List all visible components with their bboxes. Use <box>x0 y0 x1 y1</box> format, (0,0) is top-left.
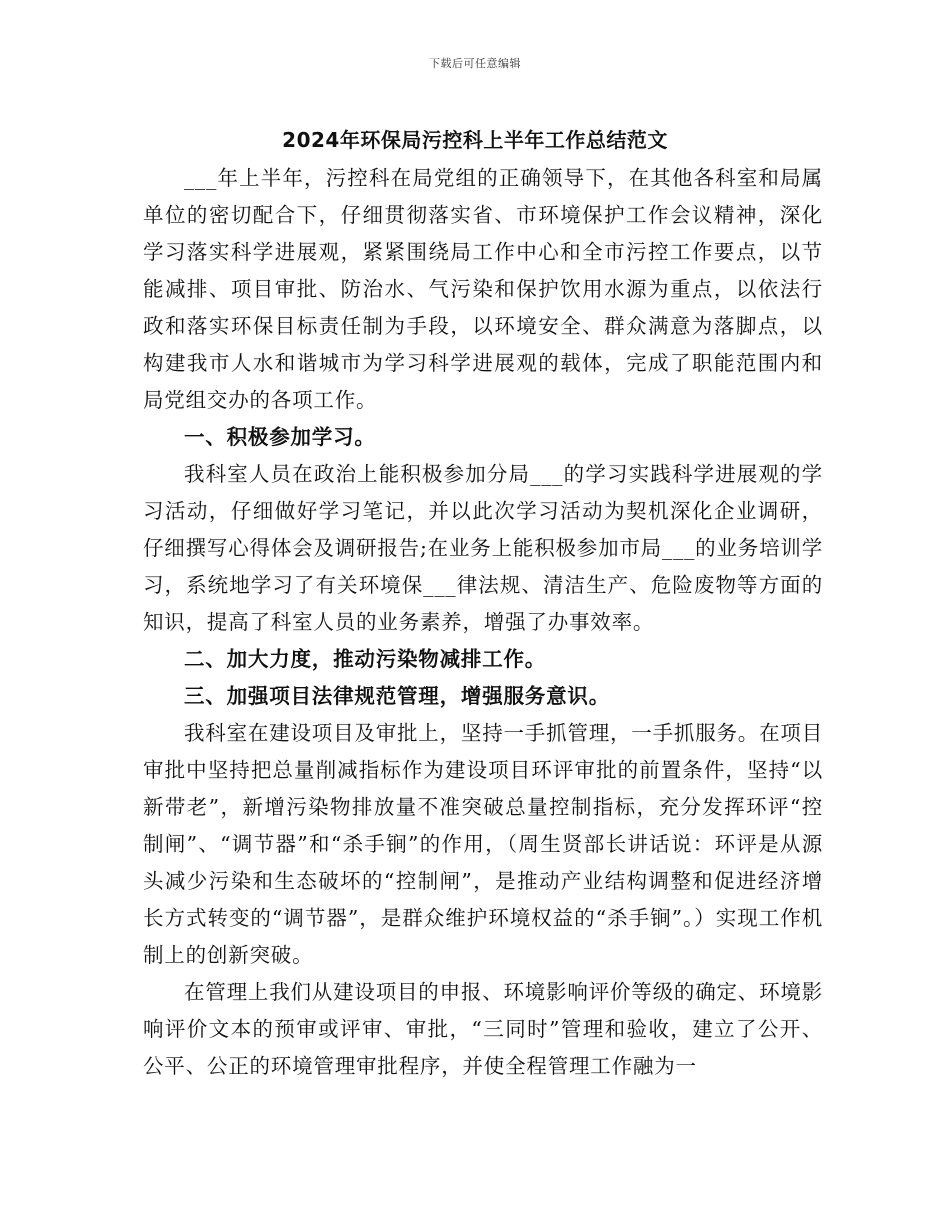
body-paragraph-intro: ___年上半年，污控科在局党组的正确领导下，在其他各科室和局属单位的密切配合下，仔细贯彻落实省、市环境保护工作会议精神，深化学习落实科学进展观，紧紧围绕局工作中心和全市污控工作要点，以节能减排、项目审批、防治水、气污染和保护饮用水源为重点，以依法行政和落实环保目标责任制为手段，以环境安全、群众满意为落脚点，以构建我市人水和谐城市为学习科学进展观的载体，完成了职能范围内和局党组交办的各项工作。 <box>143 166 823 412</box>
section-heading-3: 三、加强项目法律规范管理，增强服务意识。 <box>184 684 610 708</box>
document-title: 2024年环保局污控科上半年工作总结范文 <box>282 128 668 152</box>
body-paragraph-management: 在管理上我们从建设项目的申报、环境影响评价等级的确定、环境影响评价文本的预审或评审、审批，“三同时”管理和验收，建立了公开、公平、公正的环境管理审批程序，并使全程管理工作融为一 <box>143 980 823 1078</box>
body-paragraph-study: 我科室人员在政治上能积极参加分局___的学习实践科学进展观的学习活动，仔细做好学习笔记，并以此次学习活动为契机深化企业调研，仔细撰写心得体会及调研报告;在业务上能积极参加市局___的业务培训学习，系统地学习了有关环境保___律法规、清洁生产、危险废物等方面的知识，提高了科室人员的业务素养，增强了办事效率。 <box>143 462 823 634</box>
header-note: 下载后可任意编辑 <box>429 57 521 70</box>
section-heading-2: 二、加大力度，推动污染物减排工作。 <box>184 647 547 671</box>
section-heading-1: 一、积极参加学习。 <box>184 425 376 449</box>
document-body <box>143 160 823 1085</box>
body-paragraph-approval: 我科室在建设项目及审批上，坚持一手抓管理，一手抓服务。在项目审批中坚持把总量削减指标作为建设项目环评审批的前置条件，坚持“以新带老”，新增污染物排放量不准突破总量控制指标，充分发挥环评“控制闸”、“调节器”和“杀手锏”的作用，（周生贤部长讲话说：环评是从源头减少污染和生态破坏的“控制闸”，是推动产业结构调整和促进经济增长方式转变的“调节器”，是群众维护环境权益的“杀手锏”。）实现工作机制上的创新突破。 <box>143 721 823 967</box>
